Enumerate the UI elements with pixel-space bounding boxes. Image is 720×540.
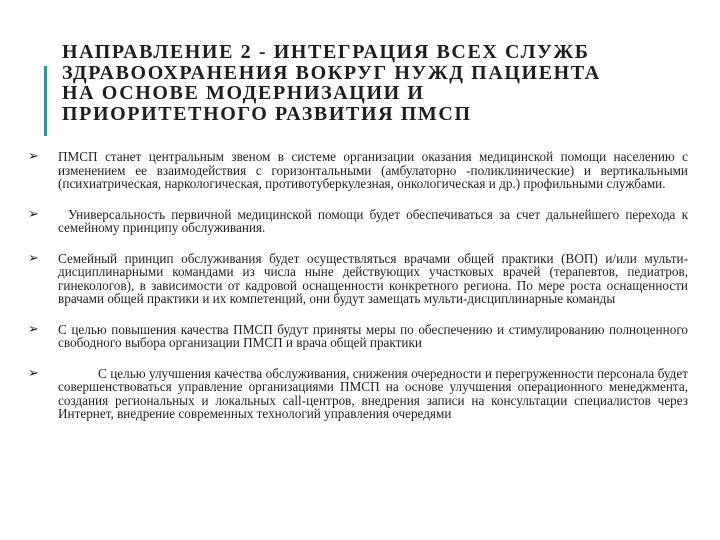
bullet-text: С целью повышения качества ПМСП будут приняты меры по обеспечению и стимулированию полноценного свободного выбора организации ПМСП и врача общей практики (58, 321, 688, 350)
arrowhead-bullet-icon: ➢ (28, 321, 39, 337)
arrowhead-bullet-icon: ➢ (28, 206, 39, 222)
list-item (28, 323, 688, 350)
bullet-text: ПМСП станет центральным звеном в системе организации оказания медицинской помощи населению с изменением ее взаимодействия с горизонтальными (амбулаторно -поликлинические) и вертикальными (психиатрическая, наркологическая, противотуберкулезная, онкологическая и др.) профильными службами. (58, 149, 688, 191)
slide-title: НАПРАВЛЕНИЕ 2 - ИНТЕГРАЦИЯ ВСЕХ СЛУЖБ ЗДРАВООХРАНЕНИЯ ВОКРУГ НУЖД ПАЦИЕНТА НА ОСНОВЕ МОДЕРНИЗАЦИИ И ПРИОРИТЕТНОГО РАЗВИТИЯ ПМСП (62, 41, 601, 125)
arrowhead-bullet-icon: ➢ (28, 365, 39, 381)
bullet-text: С целью улучшения качества обслуживания, снижения очередности и перегруженности персонала будет совершенствоваться управление организациями ПМСП на основе улучшения операционного менеджмента, создания региональных и локальных call-центров, внедрения записи на консультации специалистов через Интернет, внедрение современных технологий управления очередями (58, 365, 688, 421)
arrowhead-bullet-icon: ➢ (28, 250, 39, 266)
bullet-list (28, 150, 688, 421)
bullet-text: Семейный принцип обслуживания будет осуществляться врачами общей практики (ВОП) и/или мульти-дисциплинарными командами из числа ныне действующих участковых врачей (терапевтов, педиатров, гинекологов), в зависимости от кадровой оснащенности конкретного региона. По мере роста оснащенности врачами общей практики и их компетенций, они будут замещать мульти-дисциплинарные команды (58, 250, 688, 306)
list-item (28, 252, 688, 306)
list-item (28, 150, 688, 191)
bullet-text: Универсальность первичной медицинской помощи будет обеспечиваться за счет дальнейшего перехода к семейному принципу обслуживания. (58, 206, 688, 235)
arrowhead-bullet-icon: ➢ (28, 149, 39, 164)
list-item (28, 367, 688, 421)
list-item (28, 208, 688, 235)
title-accent-bar (44, 66, 47, 136)
